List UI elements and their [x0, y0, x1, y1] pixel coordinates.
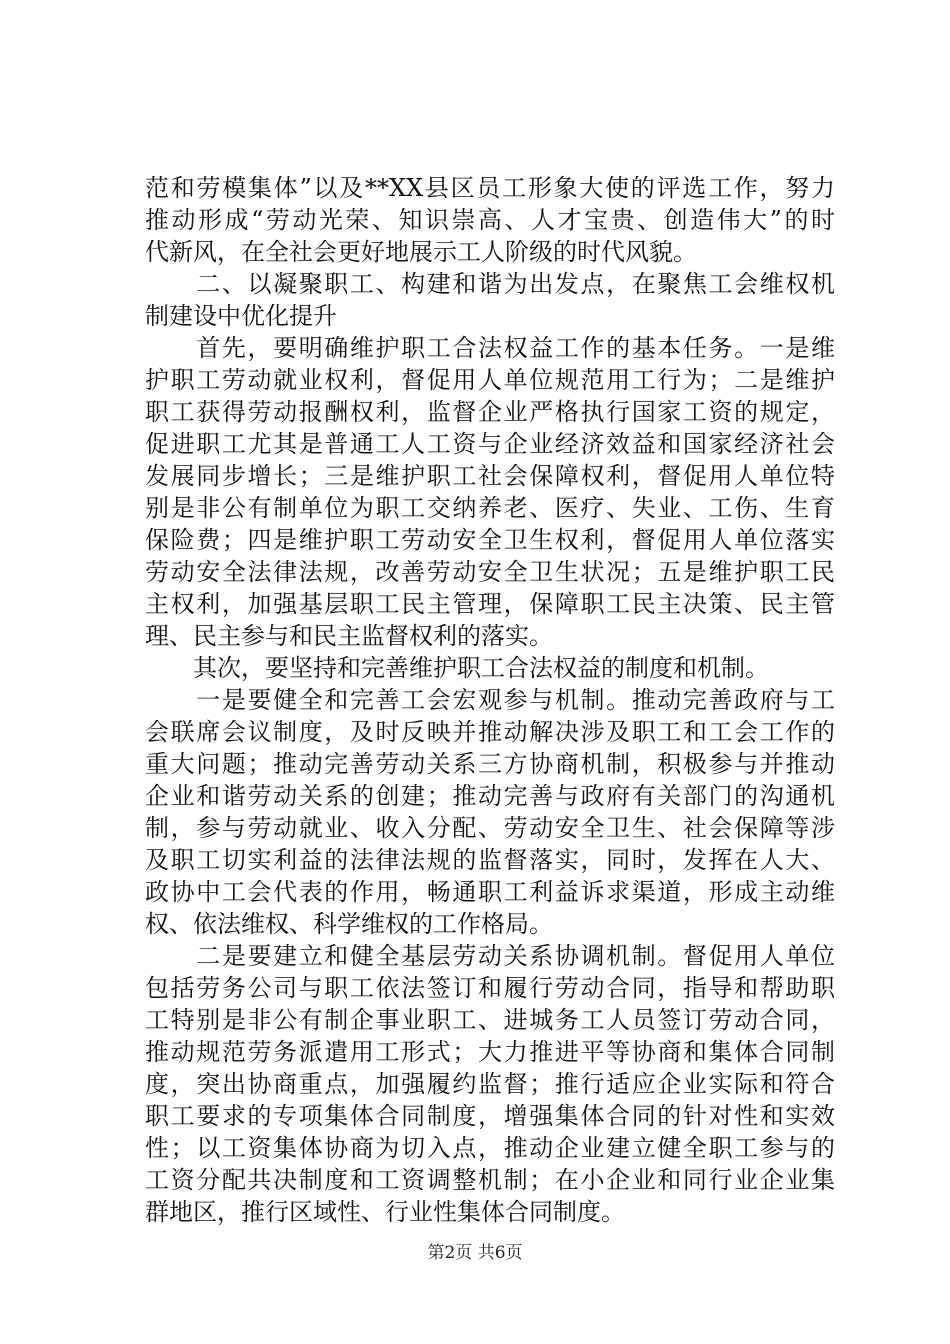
text-line: 一是要健全和完善工会宏观参与机制。推动完善政府与工: [145, 686, 835, 714]
text-line: 政协中工会代表的作用，畅通职工利益诉求渠道，形成主动维: [145, 878, 835, 906]
text-line: 劳动安全法律法规，改善劳动安全卫生状况；五是维护职工民: [145, 558, 835, 586]
text-line: 理、民主参与和民主监督权利的落实。: [145, 622, 553, 650]
text-line: 会联席会议制度，及时反映并推动解决涉及职工和工会工作的: [145, 718, 835, 746]
text-line: 主权利，加强基层职工民主管理，保障职工民主决策、民主管: [145, 590, 835, 618]
text-line: 重大问题；推动完善劳动关系三方协商机制，积极参与并推动: [145, 750, 835, 778]
text-line: 首先，要明确维护职工合法权益工作的基本任务。一是维: [145, 334, 835, 362]
text-line: 保险费；四是维护职工劳动安全卫生权利，督促用人单位落实: [145, 526, 835, 554]
text-line: 工特别是非公有制企事业职工、进城务工人员签订劳动合同，: [145, 1006, 835, 1034]
text-line: 企业和谐劳动关系的创建；推动完善与政府有关部门的沟通机: [145, 782, 835, 810]
text-line: 促进职工尤其是普通工人工资与企业经济效益和国家经济社会: [145, 430, 835, 458]
page-footer: 第2页 共6页: [427, 1243, 523, 1263]
text-line: 代新风，在全社会更好地展示工人阶级的时代风貌。: [145, 238, 697, 266]
text-line: 职工要求的专项集体合同制度，增强集体合同的针对性和实效: [145, 1102, 835, 1130]
text-line: 度，突出协商重点，加强履约监督；推行适应企业实际和符合: [145, 1070, 835, 1098]
text-line: 制建设中优化提升: [145, 302, 337, 330]
text-line: 职工获得劳动报酬权利，监督企业严格执行国家工资的规定，: [145, 398, 835, 426]
text-line: 及职工切实利益的法律法规的监督落实，同时，发挥在人大、: [145, 846, 835, 874]
text-line: 发展同步增长；三是维护职工社会保障权利，督促用人单位特: [145, 462, 835, 490]
text-line: 制，参与劳动就业、收入分配、劳动安全卫生、社会保障等涉: [145, 814, 835, 842]
text-line: 群地区，推行区域性、行业性集体合同制度。: [145, 1198, 625, 1226]
text-line: 权、依法维权、科学维权的工作格局。: [145, 910, 553, 938]
text-line: 别是非公有制单位为职工交纳养老、医疗、失业、工伤、生育: [145, 494, 835, 522]
text-line: 性；以工资集体协商为切入点，推动企业建立健全职工参与的: [145, 1134, 835, 1162]
text-line: 推动形成“劳动光荣、知识崇高、人才宝贵、创造伟大”的时: [145, 206, 835, 234]
text-line: 工资分配共决制度和工资调整机制；在小企业和同行业企业集: [145, 1166, 835, 1194]
text-line: 二、以凝聚职工、构建和谐为出发点，在聚焦工会维权机: [145, 270, 835, 298]
text-line: 二是要建立和健全基层劳动关系协调机制。督促用人单位: [145, 942, 835, 970]
text-line: 推动规范劳务派遣用工形式；大力推进平等协商和集体合同制: [145, 1038, 835, 1066]
document-body: [145, 172, 835, 1228]
text-line: 范和劳模集体”以及**XX县区员工形象大使的评选工作，努力: [145, 174, 835, 202]
text-line: 包括劳务公司与职工依法签订和履行劳动合同，指导和帮助职: [145, 974, 835, 1002]
text-line: 护职工劳动就业权利，督促用人单位规范用工行为；二是维护: [145, 366, 835, 394]
text-line: 其次，要坚持和完善维护职工合法权益的制度和机制。: [145, 654, 769, 682]
